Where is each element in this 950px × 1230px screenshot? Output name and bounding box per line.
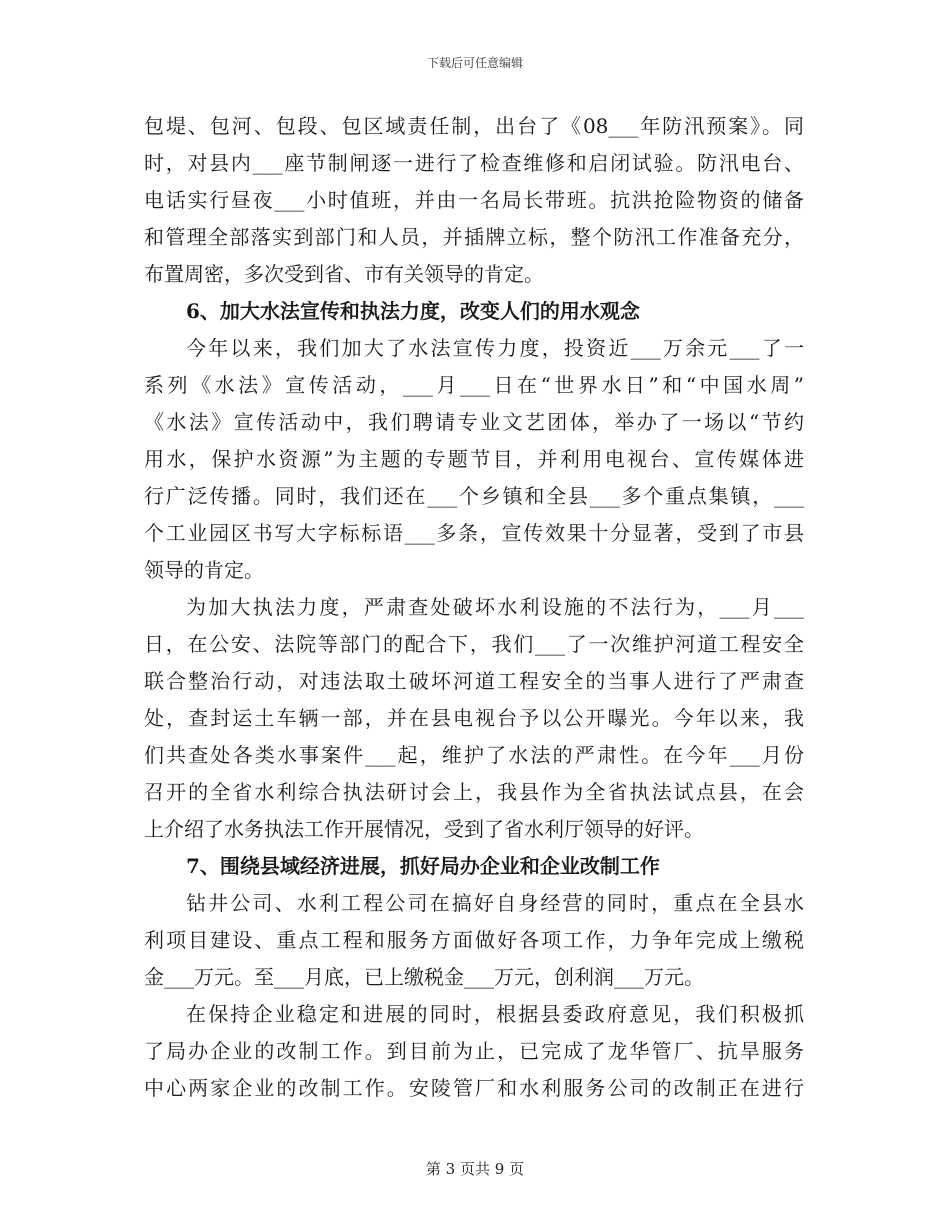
text-line: 了局办企业的改制工作。到目前为止，已完成了龙华管厂、抗旱服务 — [144, 1039, 804, 1063]
text-line: 系列《水法》宣传活动，___月___日在“世界水日”和“中国水周” — [144, 373, 804, 397]
text-line: 行广泛传播。同时，我们还在___个乡镇和全县___多个重点集镇，___ — [144, 484, 804, 508]
text-line: 和管理全部落实到部门和人员，并插牌立标，整个防汛工作准备充分， — [144, 225, 804, 249]
page-header: 下载后可任意编辑 — [426, 56, 523, 70]
paragraph-first-line: 为加大执法力度，严肃查处破坏水利设施的不法行为，___月___ — [186, 595, 804, 619]
text-line: 时，对县内___座节制闸逐一进行了检查维修和启闭试验。防汛电台、 — [144, 151, 804, 175]
text-line: 上介绍了水务执法工作开展情况，受到了省水利厅领导的好评。 — [144, 817, 704, 841]
text-line: 用水，保护水资源”为主题的专题节目，并利用电视台、宣传媒体进 — [144, 447, 804, 471]
section-heading-6: 6、加大水法宣传和执法力度，改变人们的用水观念 — [186, 299, 640, 323]
text-line: 个工业园区书写大字标标语___多条，宣传效果十分显著，受到了市县 — [144, 521, 804, 545]
paragraph-first-line: 钻井公司、水利工程公司在搞好自身经营的同时，重点在全县水 — [186, 891, 804, 915]
text-line: 召开的全省水利综合执法研讨会上，我县作为全省执法试点县，在会 — [144, 780, 804, 804]
text-line: 利项目建设、重点工程和服务方面做好各项工作，力争年完成上缴税 — [144, 928, 804, 952]
text-line: 电话实行昼夜___小时值班，并由一名局长带班。抗洪抢险物资的储备 — [144, 188, 804, 212]
text-line: 中心两家企业的改制工作。安陵管厂和水利服务公司的改制正在进行 — [144, 1076, 804, 1100]
text-line: 处，查封运土车辆一部，并在县电视台予以公开曝光。今年以来，我 — [144, 706, 804, 730]
paragraph-first-line: 今年以来，我们加大了水法宣传力度，投资近___万余元___了一 — [186, 336, 804, 360]
text-line: 联合整治行动，对违法取土破坏河道工程安全的当事人进行了严肃查 — [144, 669, 804, 693]
text-line: 们共查处各类水事案件___起，维护了水法的严肃性。在今年___月份 — [144, 743, 804, 767]
text-line: 日，在公安、法院等部门的配合下，我们___了一次维护河道工程安全 — [144, 632, 804, 656]
text-line: 包堤、包河、包段、包区域责任制，出台了《08___年防汛预案》。同 — [144, 114, 804, 138]
text-line: 金___万元。至___月底，已上缴税金___万元，创利润___万元。 — [144, 965, 704, 989]
text-line: 布置周密，多次受到省、市有关领导的肯定。 — [144, 262, 544, 286]
section-heading-7: 7、围绕县域经济进展，抓好局办企业和企业改制工作 — [186, 854, 660, 878]
paragraph-first-line: 在保持企业稳定和进展的同时，根据县委政府意见，我们积极抓 — [186, 1002, 804, 1026]
text-line: 领导的肯定。 — [144, 558, 264, 582]
page-number: 第 3 页共 9 页 — [425, 1160, 525, 1178]
document-body — [144, 108, 804, 1107]
text-line: 《水法》宣传活动中，我们聘请专业文艺团体，举办了一场以“节约 — [144, 410, 804, 434]
